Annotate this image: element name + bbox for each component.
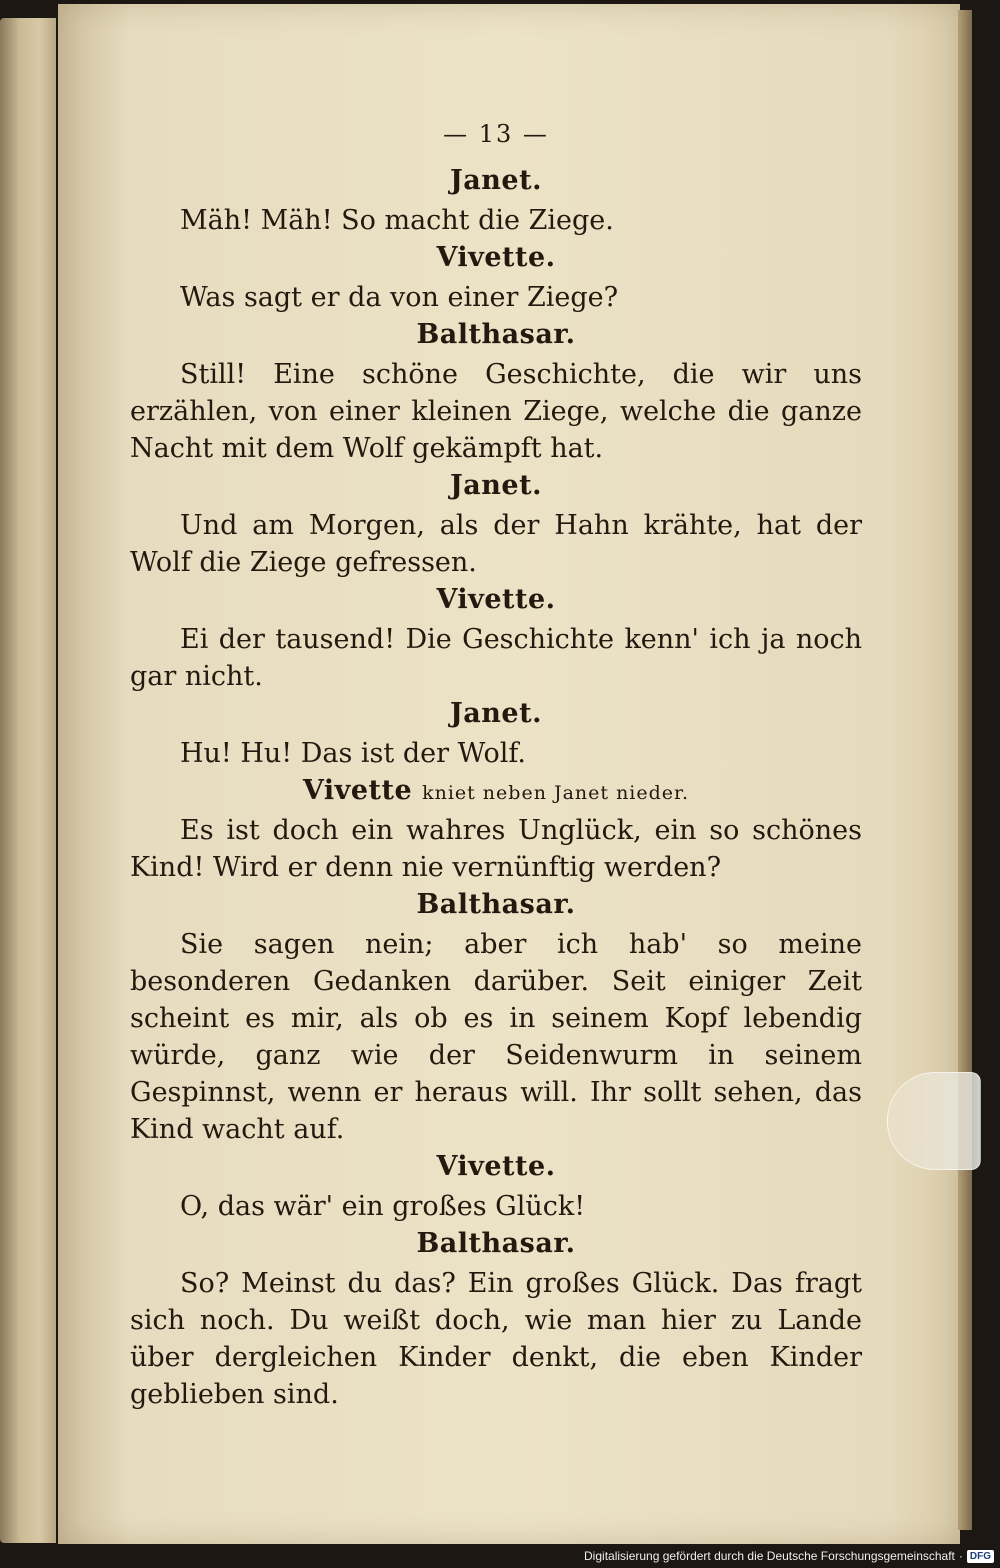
speaker-label: Vivette — [302, 775, 413, 806]
dialogue-line: Sie sagen nein; aber ich hab' so meine besonderen Gedanken darüber. Seit einiger Zeit scheint es mir, als ob es in seinem Kopf lebendig würde, ganz wie der Seidenwurm in seinem Gespinnst, wenn er heraus will. Ihr sollt sehen, das Kind wacht auf. — [130, 929, 862, 1145]
speaker-name — [130, 239, 862, 279]
speaker-label: Janet. — [450, 698, 542, 729]
speaker-label: Vivette. — [436, 584, 556, 615]
speaker-name — [130, 316, 862, 356]
dfg-logo-icon: DFG — [967, 1550, 994, 1563]
dialogue-line: Und am Morgen, als der Hahn krähte, hat der Wolf die Ziege gefressen. — [130, 510, 862, 578]
dialogue-line: Hu! Hu! Das ist der Wolf. — [180, 738, 527, 769]
dialogue-block — [130, 772, 862, 886]
speaker-name — [130, 1148, 862, 1188]
speaker-name — [130, 772, 862, 812]
dialogue-block — [130, 1225, 862, 1413]
left-page-edge — [0, 18, 56, 1543]
credit-text: Digitalisierung gefördert durch die Deutsche Forschungsgemeinschaft — [584, 1549, 955, 1563]
dialogue-block — [130, 316, 862, 467]
dialogue-block — [130, 467, 862, 581]
dialogue-line: Mäh! Mäh! So macht die Ziege. — [180, 205, 614, 236]
speaker-label: Vivette. — [436, 242, 556, 273]
dialogue-block — [130, 1148, 862, 1225]
page-text — [130, 120, 862, 1413]
speaker-label: Balthasar. — [416, 889, 576, 920]
speaker-name — [130, 581, 862, 621]
dialogue-block — [130, 162, 862, 239]
page-right-edge — [958, 10, 972, 1530]
page-number: — 13 — — [443, 120, 549, 148]
speaker-label: Balthasar. — [416, 319, 576, 350]
speaker-name — [130, 162, 862, 202]
dialogue-line: O, das wär' ein großes Glück! — [180, 1191, 586, 1222]
dialogue-line: Ei der tausend! Die Geschichte kenn' ich ja noch gar nicht. — [130, 624, 862, 692]
dialogue-block — [130, 239, 862, 316]
dialogue-line: Was sagt er da von einer Ziege? — [180, 282, 619, 313]
stage-direction: kniet neben Janet nieder. — [422, 782, 690, 804]
speaker-name — [130, 886, 862, 926]
dialogue-block — [130, 581, 862, 695]
dialogue-block — [130, 695, 862, 772]
speaker-label: Vivette. — [436, 1151, 556, 1182]
digitization-credit — [584, 1546, 994, 1566]
dialogue-line: Still! Eine schöne Geschichte, die wir uns erzählen, von einer kleinen Ziege, welche die ganze Nacht mit dem Wolf gekämpft hat. — [130, 359, 862, 464]
speaker-name — [130, 467, 862, 507]
dialogue-line: Es ist doch ein wahres Unglück, ein so schönes Kind! Wird er denn nie vernünftig werden? — [130, 815, 862, 883]
separator-dot: · — [958, 1549, 963, 1563]
speaker-label: Janet. — [450, 470, 542, 501]
bookmark-tab — [887, 1072, 981, 1170]
speaker-name — [130, 1225, 862, 1265]
speaker-label: Balthasar. — [416, 1228, 576, 1259]
speaker-name — [130, 695, 862, 735]
dialogue-block — [130, 886, 862, 1148]
speaker-label: Janet. — [450, 165, 542, 196]
dialogue-line: So? Meinst du das? Ein großes Glück. Das fragt sich noch. Du weißt doch, wie man hier zu Lande über dergleichen Kinder denkt, die eben Kinder geblieben sind. — [130, 1268, 862, 1410]
